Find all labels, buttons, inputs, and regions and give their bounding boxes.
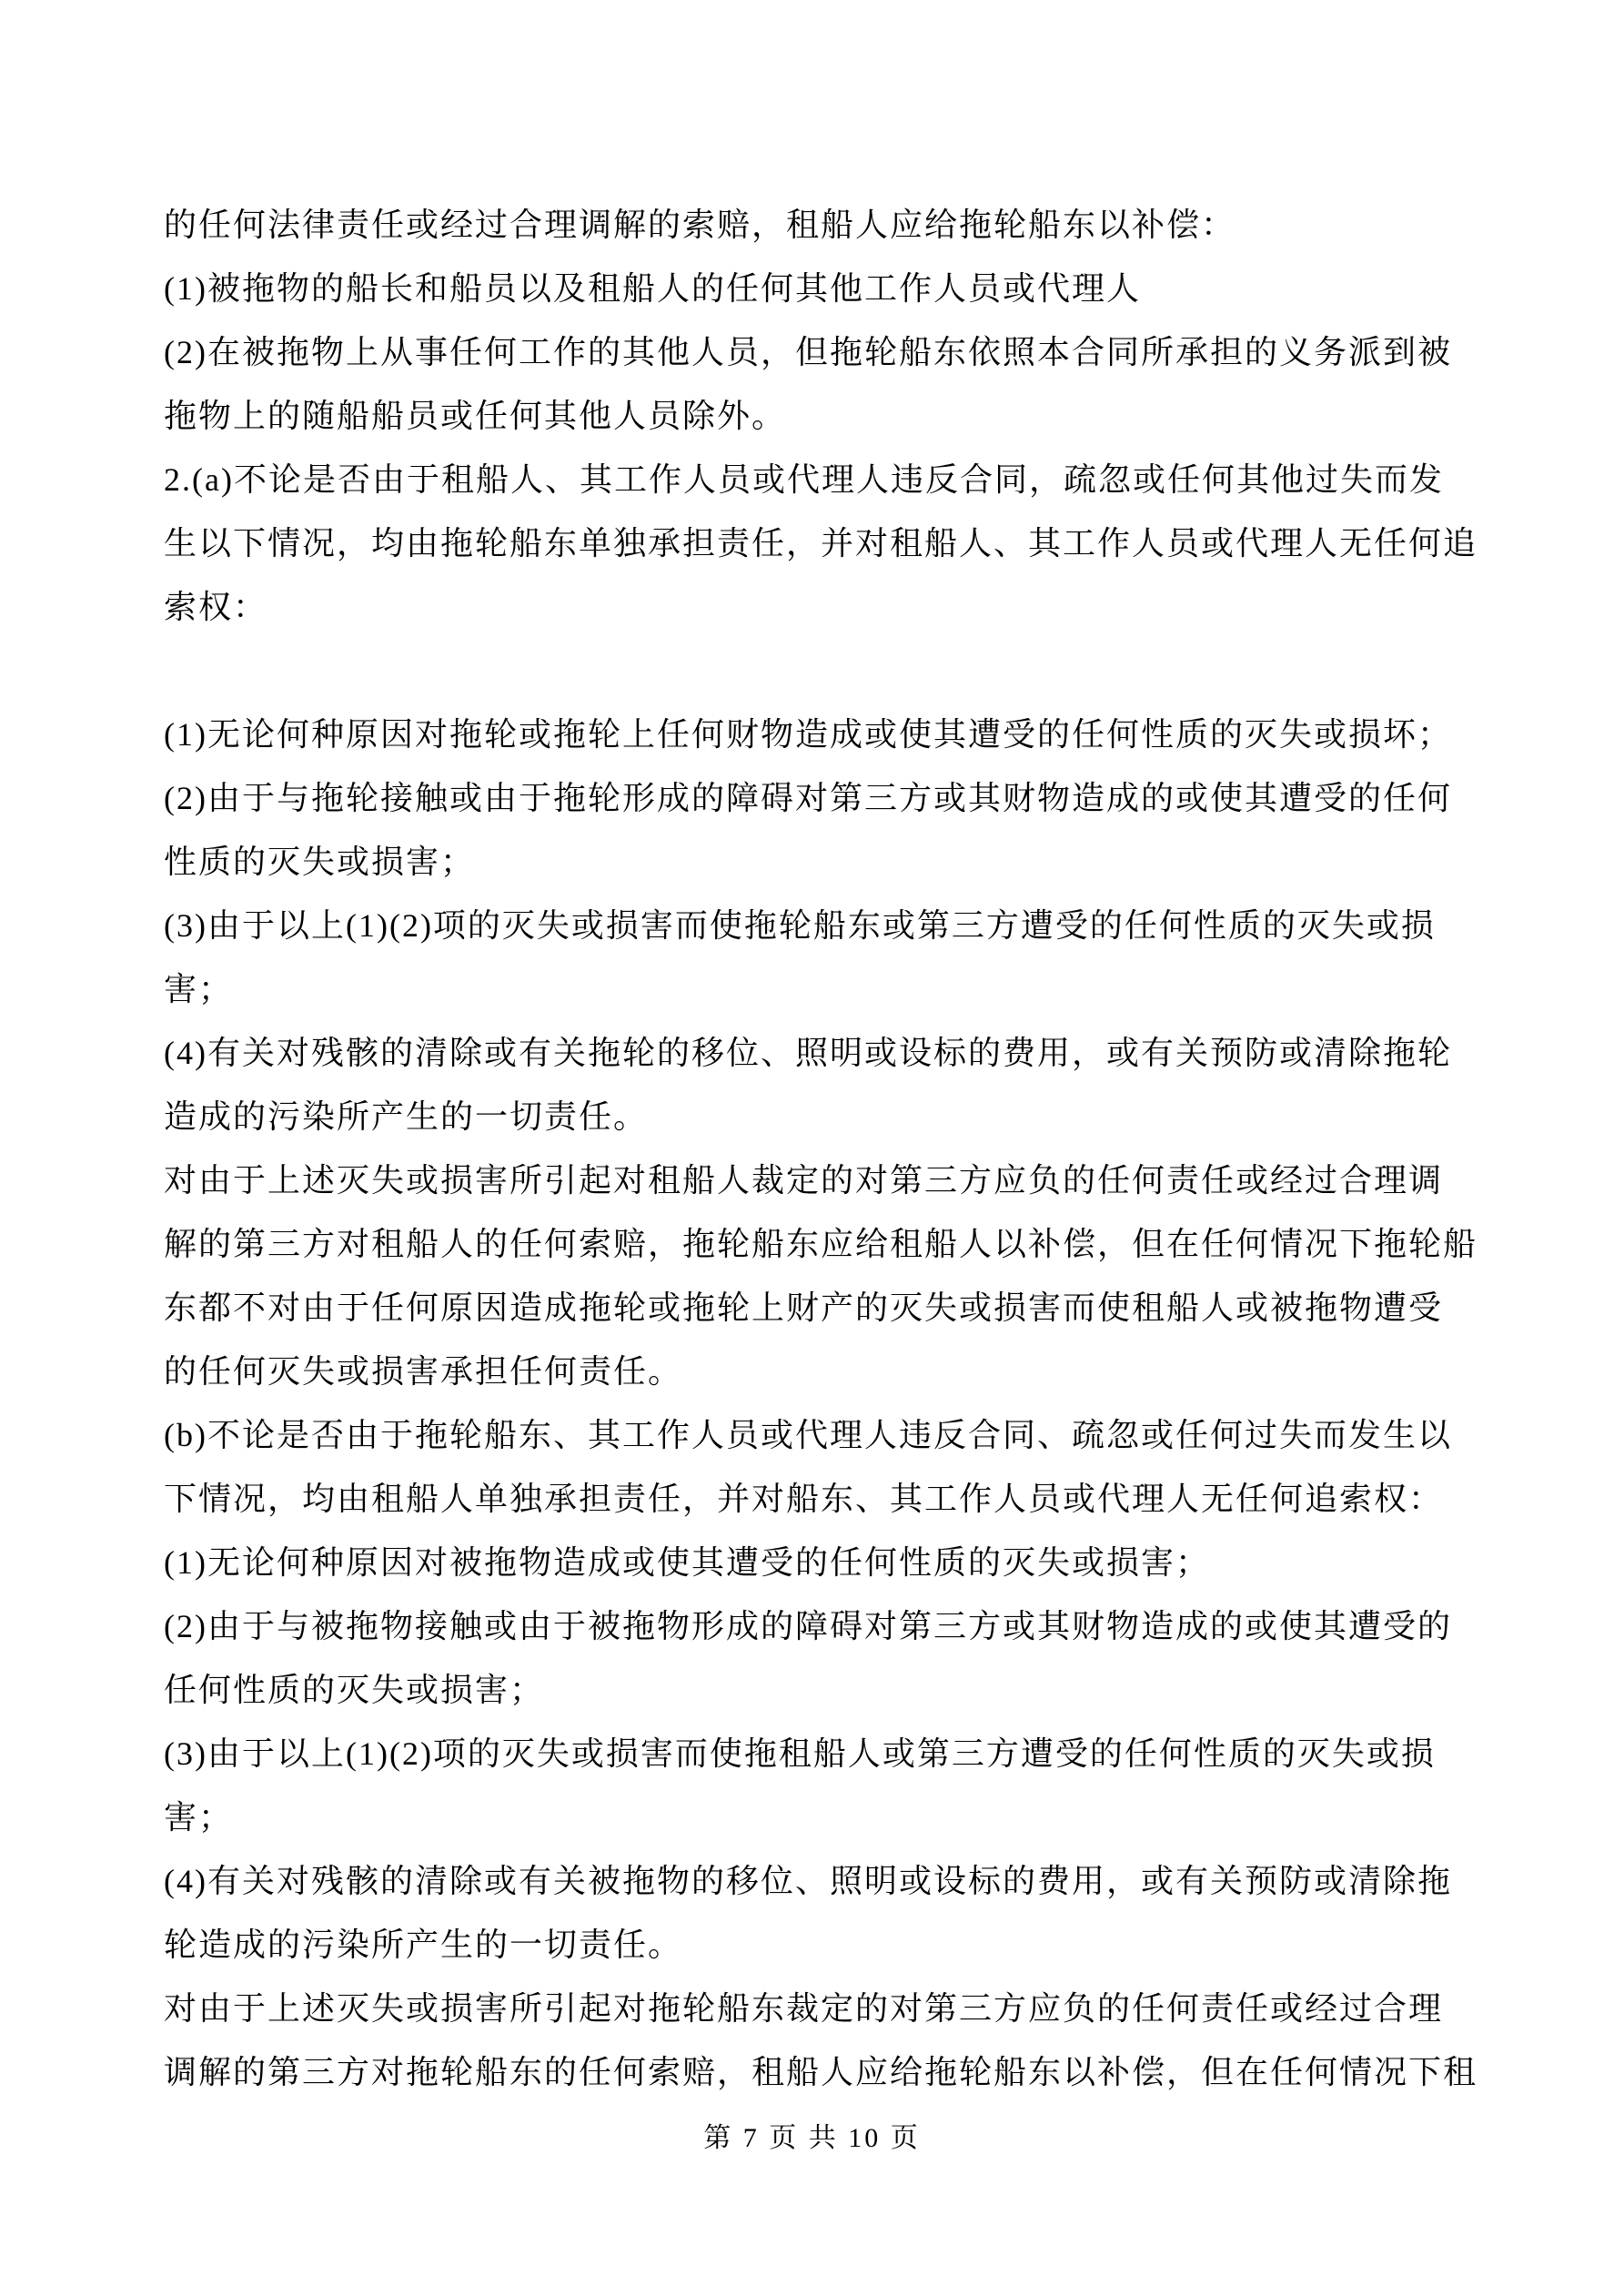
text-line: 对由于上述灭失或损害所引起对拖轮船东裁定的对第三方应负的任何责任或经过合理 — [164, 1990, 1444, 2027]
text-line — [164, 639, 1465, 703]
text-line: 害； — [164, 971, 234, 1007]
text-line: 拖物上的随船船员或任何其他人员除外。 — [164, 398, 787, 434]
text-line: 2.(a)不论是否由于租船人、其工作人员或代理人违反合同，疏忽或任何其他过失而发 — [164, 461, 1444, 498]
page-number-label: 第 7 页 共 10 页 — [703, 2123, 921, 2153]
text-line: (4)有关对残骸的清除或有关拖轮的移位、照明或设标的费用，或有关预防或清除拖轮 — [164, 1035, 1452, 1071]
text-line: (b)不论是否由于拖轮船东、其工作人员或代理人违反合同、疏忽或任何过失而发生以 — [164, 1417, 1452, 1453]
text-line: 任何性质的灭失或损害； — [164, 1672, 545, 1708]
text-line: (3)由于以上(1)(2)项的灭失或损害而使拖轮船东或第三方遭受的任何性质的灭失或损 — [164, 907, 1436, 944]
text-line: 对由于上述灭失或损害所引起对租船人裁定的对第三方应负的任何责任或经过合理调 — [164, 1162, 1444, 1199]
text-line: 索权： — [164, 589, 268, 625]
text-line: 性质的灭失或损害； — [164, 844, 476, 880]
document-body — [164, 193, 1478, 2104]
text-line: (2)由于与被拖物接触或由于被拖物形成的障碍对第三方或其财物造成的或使其遭受的 — [164, 1608, 1452, 1644]
text-line: (1)被拖物的船长和船员以及租船人的任何其他工作人员或代理人 — [164, 270, 1141, 307]
text-line: (1)无论何种原因对被拖物造成或使其遭受的任何性质的灭失或损害； — [164, 1544, 1210, 1581]
text-line: 轮造成的污染所产生的一切责任。 — [164, 1927, 683, 1963]
page-footer — [0, 2119, 1624, 2159]
text-line: (2)在被拖物上从事任何工作的其他人员，但拖轮船东依照本合同所承担的义务派到被 — [164, 334, 1452, 370]
text-line: 生以下情况，均由拖轮船东单独承担责任，并对租船人、其工作人员或代理人无任何追 — [164, 525, 1478, 561]
text-line: 下情况，均由租船人单独承担责任，并对船东、其工作人员或代理人无任何追索权： — [164, 1481, 1444, 1517]
text-line: 的任何灭失或损害承担任何责任。 — [164, 1353, 683, 1390]
text-line: 的任何法律责任或经过合理调解的索赔，租船人应给拖轮船东以补偿： — [164, 207, 1236, 243]
text-line: 解的第三方对租船人的任何索赔，拖轮船东应给租船人以补偿，但在任何情况下拖轮船 — [164, 1226, 1478, 1262]
text-line: (3)由于以上(1)(2)项的灭失或损害而使拖租船人或第三方遭受的任何性质的灭失或损 — [164, 1735, 1436, 1772]
text-line: 害； — [164, 1799, 234, 1836]
text-line: (2)由于与拖轮接触或由于拖轮形成的障碍对第三方或其财物造成的或使其遭受的任何 — [164, 780, 1452, 816]
text-line: (1)无论何种原因对拖轮或拖轮上任何财物造成或使其遭受的任何性质的灭失或损坏； — [164, 716, 1452, 753]
text-line: 造成的污染所产生的一切责任。 — [164, 1098, 649, 1135]
text-line: 东都不对由于任何原因造成拖轮或拖轮上财产的灭失或损害而使租船人或被拖物遭受 — [164, 1290, 1444, 1326]
text-line: (4)有关对残骸的清除或有关被拖物的移位、照明或设标的费用，或有关预防或清除拖 — [164, 1863, 1452, 1899]
text-line: 调解的第三方对拖轮船东的任何索赔，租船人应给拖轮船东以补偿，但在任何情况下租 — [164, 2054, 1478, 2090]
